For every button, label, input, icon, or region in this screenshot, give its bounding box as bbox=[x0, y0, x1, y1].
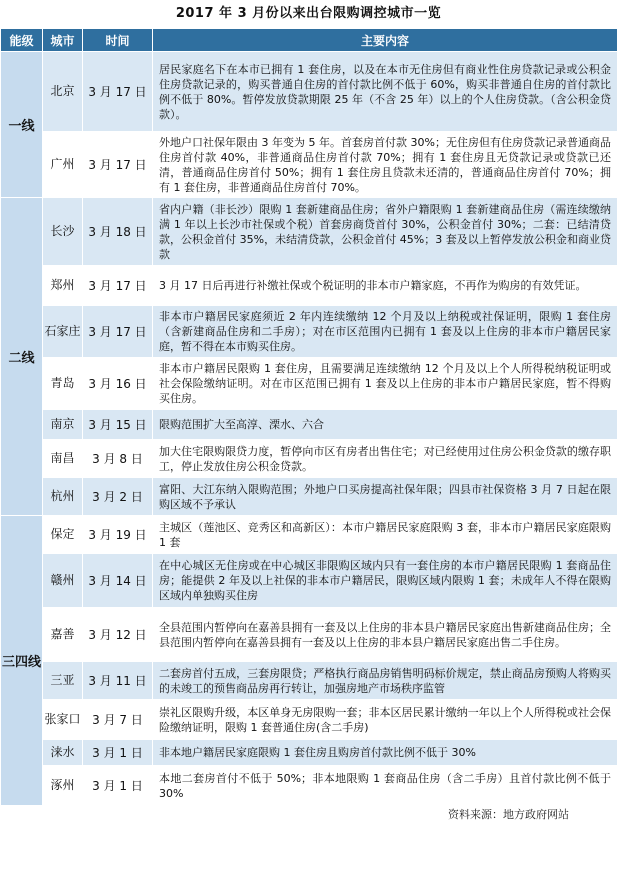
date-cell: 3 月 14 日 bbox=[83, 554, 153, 608]
city-cell: 青岛 bbox=[43, 358, 83, 410]
date-cell: 3 月 19 日 bbox=[83, 516, 153, 554]
header-content: 主要内容 bbox=[153, 29, 617, 52]
content-cell: 外地户口社保年限由 3 年变为 5 年。首套房首付款 30%；无住房但有住房贷款记录普通商品住房首付款 40%，非普通商品住房首付款 70%；拥有 1 套住房且无贷款记录或贷款已还清，普通商品住房首付 50%；拥有 1 套住房且贷款未还清的，普通商品住房首付 70%；拥有 1 套住房，非普通商品住房首付 70%。 bbox=[153, 132, 617, 198]
date-cell: 3 月 16 日 bbox=[83, 358, 153, 410]
header-city: 城市 bbox=[43, 29, 83, 52]
table-row bbox=[1, 478, 617, 516]
content-cell: 居民家庭名下在本市已拥有 1 套住房，以及在本市无住房但有商业性住房贷款记录或公积金住房贷款记录的，购买普通自住房的首付款比例不低于 60%，购买非普通自住房的首付款比例不低于 80%。暂停发放贷款期限 25 年（不含 25 年）以上的个人住房贷款。（含公积金贷款）。 bbox=[153, 52, 617, 132]
table-row bbox=[1, 516, 617, 554]
date-cell: 3 月 2 日 bbox=[83, 478, 153, 516]
page-title: 2017 年 3 月份以来出台限购调控城市一览 bbox=[175, 6, 442, 21]
table-row bbox=[1, 554, 617, 608]
table-row bbox=[1, 440, 617, 478]
table-row bbox=[1, 662, 617, 700]
table-row bbox=[1, 198, 617, 266]
city-cell: 郑州 bbox=[43, 266, 83, 306]
city-cell: 保定 bbox=[43, 516, 83, 554]
table-row bbox=[1, 52, 617, 132]
content-cell: 非本市户籍居民家庭须近 2 年内连续缴纳 12 个月及以上纳税或社保证明，限购 1 套住房（含新建商品住房和二手房）；对在市区范围内已拥有 1 套及以上住房的非本市户籍居民家庭，暂不得在本市购买住房。 bbox=[153, 306, 617, 358]
tier-cell: 三四线 bbox=[1, 516, 43, 806]
content-cell: 非本地户籍居民家庭限购 1 套住房且购房首付款比例不低于 30% bbox=[153, 740, 617, 766]
content-cell: 崇礼区限购升级，本区单身无房限购一套；非本区居民累计缴纳一年以上个人所得税或社会保险缴纳证明，限购 1 套普通住房(含二手房) bbox=[153, 700, 617, 740]
table-row bbox=[1, 700, 617, 740]
city-cell: 涞水 bbox=[43, 740, 83, 766]
city-cell: 南昌 bbox=[43, 440, 83, 478]
date-cell: 3 月 17 日 bbox=[83, 132, 153, 198]
date-cell: 3 月 18 日 bbox=[83, 198, 153, 266]
date-cell: 3 月 11 日 bbox=[83, 662, 153, 700]
table-row bbox=[1, 266, 617, 306]
source-note: 资料来源：地方政府网站 bbox=[448, 808, 569, 821]
city-cell: 嘉善 bbox=[43, 608, 83, 662]
date-cell: 3 月 8 日 bbox=[83, 440, 153, 478]
table-row bbox=[1, 766, 617, 806]
table-row bbox=[1, 608, 617, 662]
city-cell: 石家庄 bbox=[43, 306, 83, 358]
table-row bbox=[1, 132, 617, 198]
header-date: 时间 bbox=[83, 29, 153, 52]
tier-cell: 一线 bbox=[1, 52, 43, 198]
city-cell: 长沙 bbox=[43, 198, 83, 266]
policy-table bbox=[0, 28, 617, 806]
date-cell: 3 月 17 日 bbox=[83, 266, 153, 306]
city-cell: 涿州 bbox=[43, 766, 83, 806]
header-row bbox=[1, 29, 617, 52]
table-row bbox=[1, 358, 617, 410]
city-cell: 北京 bbox=[43, 52, 83, 132]
header-tier: 能级 bbox=[1, 29, 43, 52]
city-cell: 赣州 bbox=[43, 554, 83, 608]
content-cell: 加大住宅限购限贷力度，暂停向市区有房者出售住宅；对已经使用过住房公积金贷款的缴存职工，停止发放住房公积金贷款。 bbox=[153, 440, 617, 478]
content-cell: 3 月 17 日后再进行补缴社保或个税证明的非本市户籍家庭，不再作为购房的有效凭证。 bbox=[153, 266, 617, 306]
date-cell: 3 月 15 日 bbox=[83, 410, 153, 440]
tier-cell: 二线 bbox=[1, 198, 43, 516]
content-cell: 限购范围扩大至高淳、溧水、六合 bbox=[153, 410, 617, 440]
table-row bbox=[1, 306, 617, 358]
city-cell: 三亚 bbox=[43, 662, 83, 700]
content-cell: 本地二套房首付不低于 50%；非本地限购 1 套商品住房（含二手房）且首付款比例不低于 30% bbox=[153, 766, 617, 806]
date-cell: 3 月 1 日 bbox=[83, 766, 153, 806]
date-cell: 3 月 12 日 bbox=[83, 608, 153, 662]
content-cell: 主城区（莲池区、竞秀区和高新区）：本市户籍居民家庭限购 3 套，非本市户籍居民家庭限购 1 套 bbox=[153, 516, 617, 554]
content-cell: 在中心城区无住房或在中心城区非限购区域内只有一套住房的本市户籍居民限购 1 套商品住房；能提供 2 年及以上社保的非本市户籍居民，限购区域内限购 1 套；未成年人不得在限购区域内单独购买住房 bbox=[153, 554, 617, 608]
content-cell: 二套房首付五成，三套房限贷；严格执行商品房销售明码标价规定，禁止商品房预购人将购买的未竣工的预售商品房再行转让，加强房地产市场秩序监管 bbox=[153, 662, 617, 700]
date-cell: 3 月 7 日 bbox=[83, 700, 153, 740]
date-cell: 3 月 17 日 bbox=[83, 52, 153, 132]
table-row bbox=[1, 740, 617, 766]
content-cell: 非本市户籍居民限购 1 套住房，且需要满足连续缴纳 12 个月及以上个人所得税纳税证明或社会保险缴纳证明。对在市区范围已拥有 1 套及以上住房的非本市户籍居民家庭，暂不得购买住房。 bbox=[153, 358, 617, 410]
date-cell: 3 月 17 日 bbox=[83, 306, 153, 358]
date-cell: 3 月 1 日 bbox=[83, 740, 153, 766]
city-cell: 杭州 bbox=[43, 478, 83, 516]
city-cell: 张家口 bbox=[43, 700, 83, 740]
table-row bbox=[1, 410, 617, 440]
content-cell: 富阳、大江东纳入限购范围；外地户口买房提高社保年限；四县市社保资格 3 月 7 日起在限购区域不予承认 bbox=[153, 478, 617, 516]
city-cell: 南京 bbox=[43, 410, 83, 440]
city-cell: 广州 bbox=[43, 132, 83, 198]
content-cell: 省内户籍（非长沙）限购 1 套新建商品住房；省外户籍限购 1 套新建商品住房（需连续缴纳满 1 年以上长沙市社保或个税）首套房商贷首付 30%，公积金首付 30%；二套：已结清贷款，公积金首付 35%，未结清贷款，公积金首付 45%；3 套及以上暂停发放公积金和商业贷款 bbox=[153, 198, 617, 266]
content-cell: 全县范围内暂停向在嘉善县拥有一套及以上住房的非本县户籍居民家庭出售新建商品住房；全县范围内暂停向在嘉善县拥有一套及以上住房的非本县户籍居民家庭出售二手住房。 bbox=[153, 608, 617, 662]
